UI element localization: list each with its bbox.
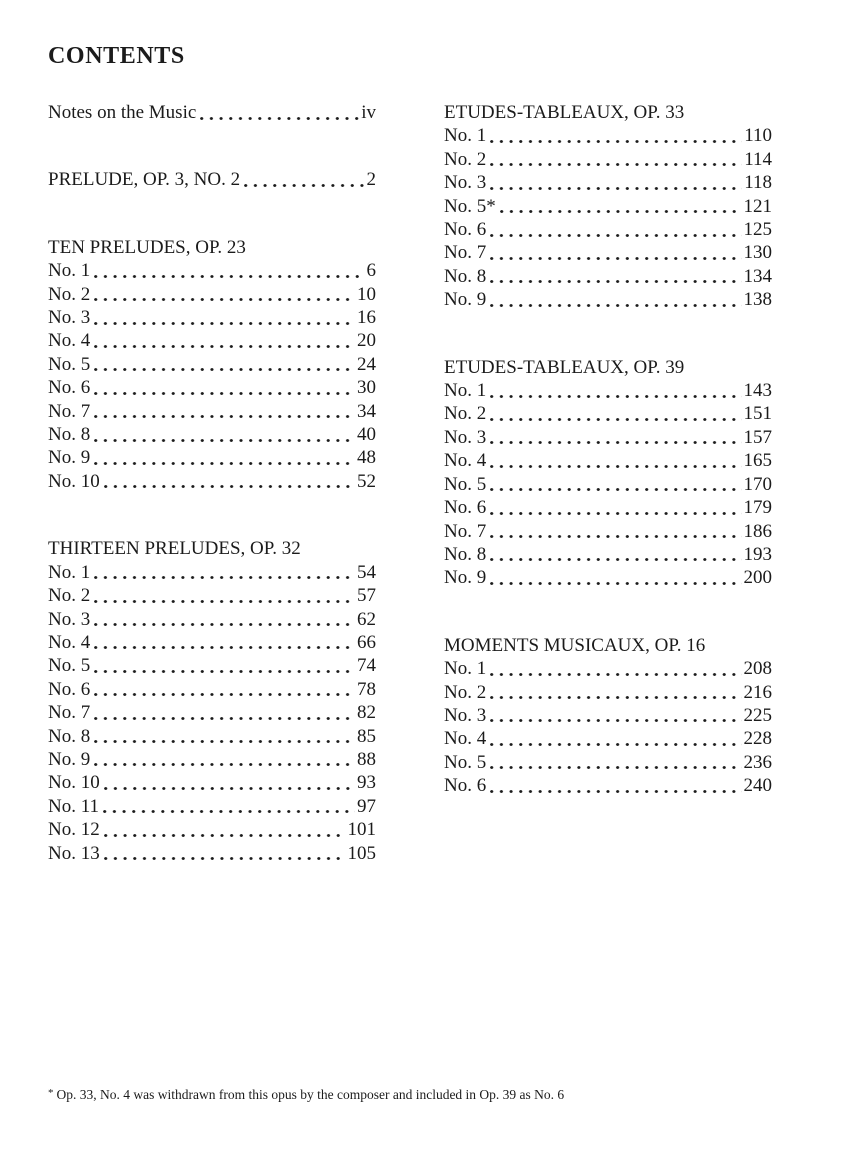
dot-leader <box>488 566 741 589</box>
dot-leader <box>488 288 741 311</box>
toc-entry <box>48 400 376 423</box>
toc-entry-page: 114 <box>744 148 772 170</box>
dot-leader <box>242 168 364 191</box>
dot-leader <box>488 402 741 425</box>
page-title: CONTENTS <box>48 43 185 69</box>
dot-leader <box>92 423 355 446</box>
toc-entry-label: No. 2 <box>48 585 91 607</box>
toc-entry <box>444 566 772 589</box>
toc-entry-page: 179 <box>743 497 772 519</box>
dot-leader <box>92 400 355 423</box>
footnote <box>48 1086 564 1105</box>
dot-leader <box>92 678 355 701</box>
dot-leader <box>488 449 741 472</box>
dot-leader <box>198 101 359 124</box>
toc-entry-label: No. 4 <box>48 631 91 653</box>
toc-entry-label: No. 6 <box>48 377 91 399</box>
dot-leader <box>488 727 741 750</box>
toc-entry-page: 20 <box>357 330 376 352</box>
dot-leader <box>488 681 741 704</box>
toc-entry-page: 193 <box>743 543 772 565</box>
toc-entry-label: No. 13 <box>48 842 100 864</box>
toc-entry-label: No. 3 <box>444 426 487 448</box>
toc-entry-page: 88 <box>357 748 376 770</box>
toc-entry-page: 200 <box>743 567 772 589</box>
dot-leader <box>92 608 355 631</box>
toc-entry-label: No. 8 <box>48 424 91 446</box>
dot-leader <box>92 701 355 724</box>
dot-leader <box>488 218 741 241</box>
toc-entry <box>48 725 376 748</box>
toc-entry-page: 240 <box>743 775 772 797</box>
left-column <box>48 101 376 865</box>
toc-entry-page: 118 <box>744 172 772 194</box>
footnote-asterisk: * <box>48 1086 54 1099</box>
toc-entry <box>48 842 376 865</box>
section-heading: TEN PRELUDES, OP. 23 <box>48 236 246 258</box>
toc-entry-label: No. 5 <box>48 655 91 677</box>
dot-leader <box>102 818 346 841</box>
toc-entry <box>444 520 772 543</box>
toc-entry-page: 66 <box>357 631 376 653</box>
toc-entry-page: 208 <box>743 658 772 680</box>
toc-entry <box>444 774 772 797</box>
toc-entry <box>444 657 772 680</box>
section-heading: ETUDES-TABLEAUX, OP. 33 <box>444 102 685 123</box>
toc-entry-page: 170 <box>743 473 772 495</box>
toc-entry-label: No. 2 <box>48 283 91 305</box>
toc-entry-label: No. 5 <box>444 473 487 495</box>
dot-leader <box>488 657 741 680</box>
footnote-text: Op. 33, No. 4 was withdrawn from this opus by the composer and included in Op. 39 as No. 6 <box>56 1087 565 1102</box>
toc-entry <box>48 795 376 818</box>
toc-entry <box>48 446 376 469</box>
toc-entry <box>444 751 772 774</box>
section-heading: THIRTEEN PRELUDES, OP. 32 <box>48 538 301 560</box>
dot-leader <box>488 751 741 774</box>
toc-entry <box>444 241 772 264</box>
toc-entry-label: No. 2 <box>444 148 487 170</box>
toc-entry-page: 186 <box>743 520 772 542</box>
toc-entry <box>48 423 376 446</box>
dot-leader <box>102 771 355 794</box>
dot-leader <box>488 171 742 194</box>
toc-entry-page: 97 <box>357 795 376 817</box>
toc-entry-label: No. 1 <box>48 561 91 583</box>
toc-entry <box>48 283 376 306</box>
toc-entry <box>48 561 376 584</box>
toc-entry <box>48 608 376 631</box>
toc-entry-label: No. 3 <box>48 307 91 329</box>
toc-columns <box>48 101 864 865</box>
toc-entry-page: 225 <box>743 704 772 726</box>
toc-entry-page: 2 <box>366 169 376 191</box>
toc-entry-label: No. 1 <box>48 260 91 282</box>
toc-entry-page: 151 <box>743 403 772 425</box>
toc-entry <box>48 376 376 399</box>
toc-entry-page: 138 <box>743 289 772 311</box>
right-column <box>444 101 772 865</box>
dot-leader <box>488 426 741 449</box>
toc-entry-label: No. 3 <box>444 172 487 194</box>
dot-leader <box>92 283 355 306</box>
toc-entry-label: No. 5 <box>48 353 91 375</box>
toc-entry-label: No. 8 <box>444 543 487 565</box>
toc-entry-page: 10 <box>357 283 376 305</box>
toc-entry-label: No. 5 <box>444 751 487 773</box>
toc-entry <box>48 259 376 282</box>
toc-entry-page: 6 <box>366 260 376 282</box>
toc-entry-label: No. 1 <box>444 125 487 147</box>
toc-entry-page: 24 <box>357 353 376 375</box>
toc-entry-label: No. 7 <box>48 400 91 422</box>
toc-entry-label: No. 4 <box>444 728 487 750</box>
toc-entry <box>48 678 376 701</box>
toc-entry-page: iv <box>361 102 376 123</box>
toc-entry-page: 157 <box>743 426 772 448</box>
toc-entry-page: 105 <box>347 842 376 864</box>
toc-entry-page: 62 <box>357 608 376 630</box>
toc-entry <box>444 379 772 402</box>
dot-leader <box>488 543 741 566</box>
toc-entry-label: Notes on the Music <box>48 102 197 123</box>
toc-entry <box>444 704 772 727</box>
toc-entry <box>444 288 772 311</box>
toc-entry-page: 93 <box>357 772 376 794</box>
toc-entry-label: No. 3 <box>48 608 91 630</box>
dot-leader <box>92 329 355 352</box>
toc-section <box>444 101 772 312</box>
toc-entry-page: 101 <box>347 819 376 841</box>
section-heading: ETUDES-TABLEAUX, OP. 39 <box>444 356 685 378</box>
dot-leader <box>488 520 741 543</box>
toc-entry-page: 52 <box>357 470 376 492</box>
toc-entry <box>444 171 772 194</box>
dot-leader <box>488 704 741 727</box>
dot-leader <box>92 631 355 654</box>
toc-entry-page: 85 <box>357 725 376 747</box>
toc-entry-page: 74 <box>357 655 376 677</box>
dot-leader <box>92 259 364 282</box>
toc-entry <box>48 748 376 771</box>
toc-entry-page: 216 <box>743 681 772 703</box>
toc-entry-label: No. 1 <box>444 380 487 402</box>
toc-entry-page: 16 <box>357 307 376 329</box>
toc-section <box>48 537 376 865</box>
toc-entry <box>444 218 772 241</box>
toc-entry-label: No. 6 <box>444 497 487 519</box>
toc-entry-label: No. 12 <box>48 819 100 841</box>
toc-entry-label: No. 8 <box>48 725 91 747</box>
toc-entry-label: No. 3 <box>444 704 487 726</box>
toc-entry <box>48 101 376 124</box>
dot-leader <box>92 654 355 677</box>
toc-entry-label: No. 6 <box>444 219 487 241</box>
toc-entry-label: No. 4 <box>48 330 91 352</box>
dot-leader <box>488 496 741 519</box>
toc-entry-label: No. 8 <box>444 265 487 287</box>
toc-entry-label: No. 6 <box>48 678 91 700</box>
toc-entry-label: No. 1 <box>444 658 487 680</box>
toc-entry <box>444 473 772 496</box>
toc-entry <box>444 449 772 472</box>
toc-section <box>444 634 772 798</box>
toc-entry-page: 54 <box>357 561 376 583</box>
toc-entry <box>444 195 772 218</box>
dot-leader <box>102 470 355 493</box>
toc-entry-label: No. 6 <box>444 775 487 797</box>
toc-entry-page: 57 <box>357 585 376 607</box>
dot-leader <box>488 241 741 264</box>
dot-leader <box>92 584 355 607</box>
toc-entry <box>444 402 772 425</box>
toc-entry-label: No. 5* <box>444 195 496 217</box>
dot-leader <box>101 795 355 818</box>
toc-entry <box>444 265 772 288</box>
toc-entry-label: No. 9 <box>444 567 487 589</box>
toc-entry-page: 236 <box>743 751 772 773</box>
toc-entry-page: 30 <box>357 377 376 399</box>
toc-entry <box>444 681 772 704</box>
toc-entry-label: No. 2 <box>444 403 487 425</box>
dot-leader <box>488 265 741 288</box>
toc-entry <box>48 584 376 607</box>
toc-entry <box>48 654 376 677</box>
toc-entry-page: 48 <box>357 447 376 469</box>
toc-entry-label: PRELUDE, OP. 3, NO. 2 <box>48 169 241 191</box>
toc-entry-label: No. 7 <box>444 242 487 264</box>
toc-entry-label: No. 9 <box>48 447 91 469</box>
toc-entry <box>444 124 772 147</box>
dot-leader <box>102 842 346 865</box>
dot-leader <box>92 748 355 771</box>
toc-entry-page: 228 <box>743 728 772 750</box>
toc-entry-page: 34 <box>357 400 376 422</box>
dot-leader <box>92 725 355 748</box>
toc-entry-label: No. 9 <box>444 289 487 311</box>
toc-entry-label: No. 7 <box>48 702 91 724</box>
toc-entry <box>48 818 376 841</box>
toc-entry <box>444 543 772 566</box>
dot-leader <box>488 379 741 402</box>
toc-entry <box>48 353 376 376</box>
dot-leader <box>92 446 355 469</box>
toc-section <box>48 236 376 493</box>
toc-entry-label: No. 10 <box>48 772 100 794</box>
toc-entry-page: 134 <box>743 265 772 287</box>
toc-entry <box>48 168 376 191</box>
toc-entry <box>48 631 376 654</box>
dot-leader <box>488 473 741 496</box>
dot-leader <box>92 561 355 584</box>
toc-entry-label: No. 2 <box>444 681 487 703</box>
dot-leader <box>92 353 355 376</box>
dot-leader <box>92 306 355 329</box>
toc-entry-page: 40 <box>357 424 376 446</box>
toc-entry <box>48 470 376 493</box>
toc-entry <box>48 771 376 794</box>
toc-entry <box>48 329 376 352</box>
toc-entry-page: 121 <box>743 195 772 217</box>
dot-leader <box>92 376 355 399</box>
toc-entry <box>444 727 772 750</box>
toc-entry <box>444 426 772 449</box>
toc-entry <box>48 306 376 329</box>
toc-entry-page: 125 <box>743 219 772 241</box>
dot-leader <box>488 774 741 797</box>
toc-entry-label: No. 10 <box>48 470 100 492</box>
dot-leader <box>498 195 742 218</box>
toc-entry-label: No. 11 <box>48 795 100 817</box>
toc-entry-page: 143 <box>743 380 772 402</box>
toc-entry-label: No. 7 <box>444 520 487 542</box>
toc-section <box>444 356 772 590</box>
toc-entry-label: No. 4 <box>444 450 487 472</box>
section-heading: MOMENTS MUSICAUX, OP. 16 <box>444 634 706 656</box>
toc-entry-page: 82 <box>357 702 376 724</box>
dot-leader <box>488 148 742 171</box>
toc-entry-page: 165 <box>743 450 772 472</box>
toc-entry <box>48 701 376 724</box>
toc-entry-page: 78 <box>357 678 376 700</box>
dot-leader <box>488 124 742 147</box>
toc-entry <box>444 496 772 519</box>
toc-entry-page: 110 <box>744 125 772 147</box>
toc-entry-page: 130 <box>743 242 772 264</box>
toc-entry <box>444 148 772 171</box>
toc-entry-label: No. 9 <box>48 748 91 770</box>
